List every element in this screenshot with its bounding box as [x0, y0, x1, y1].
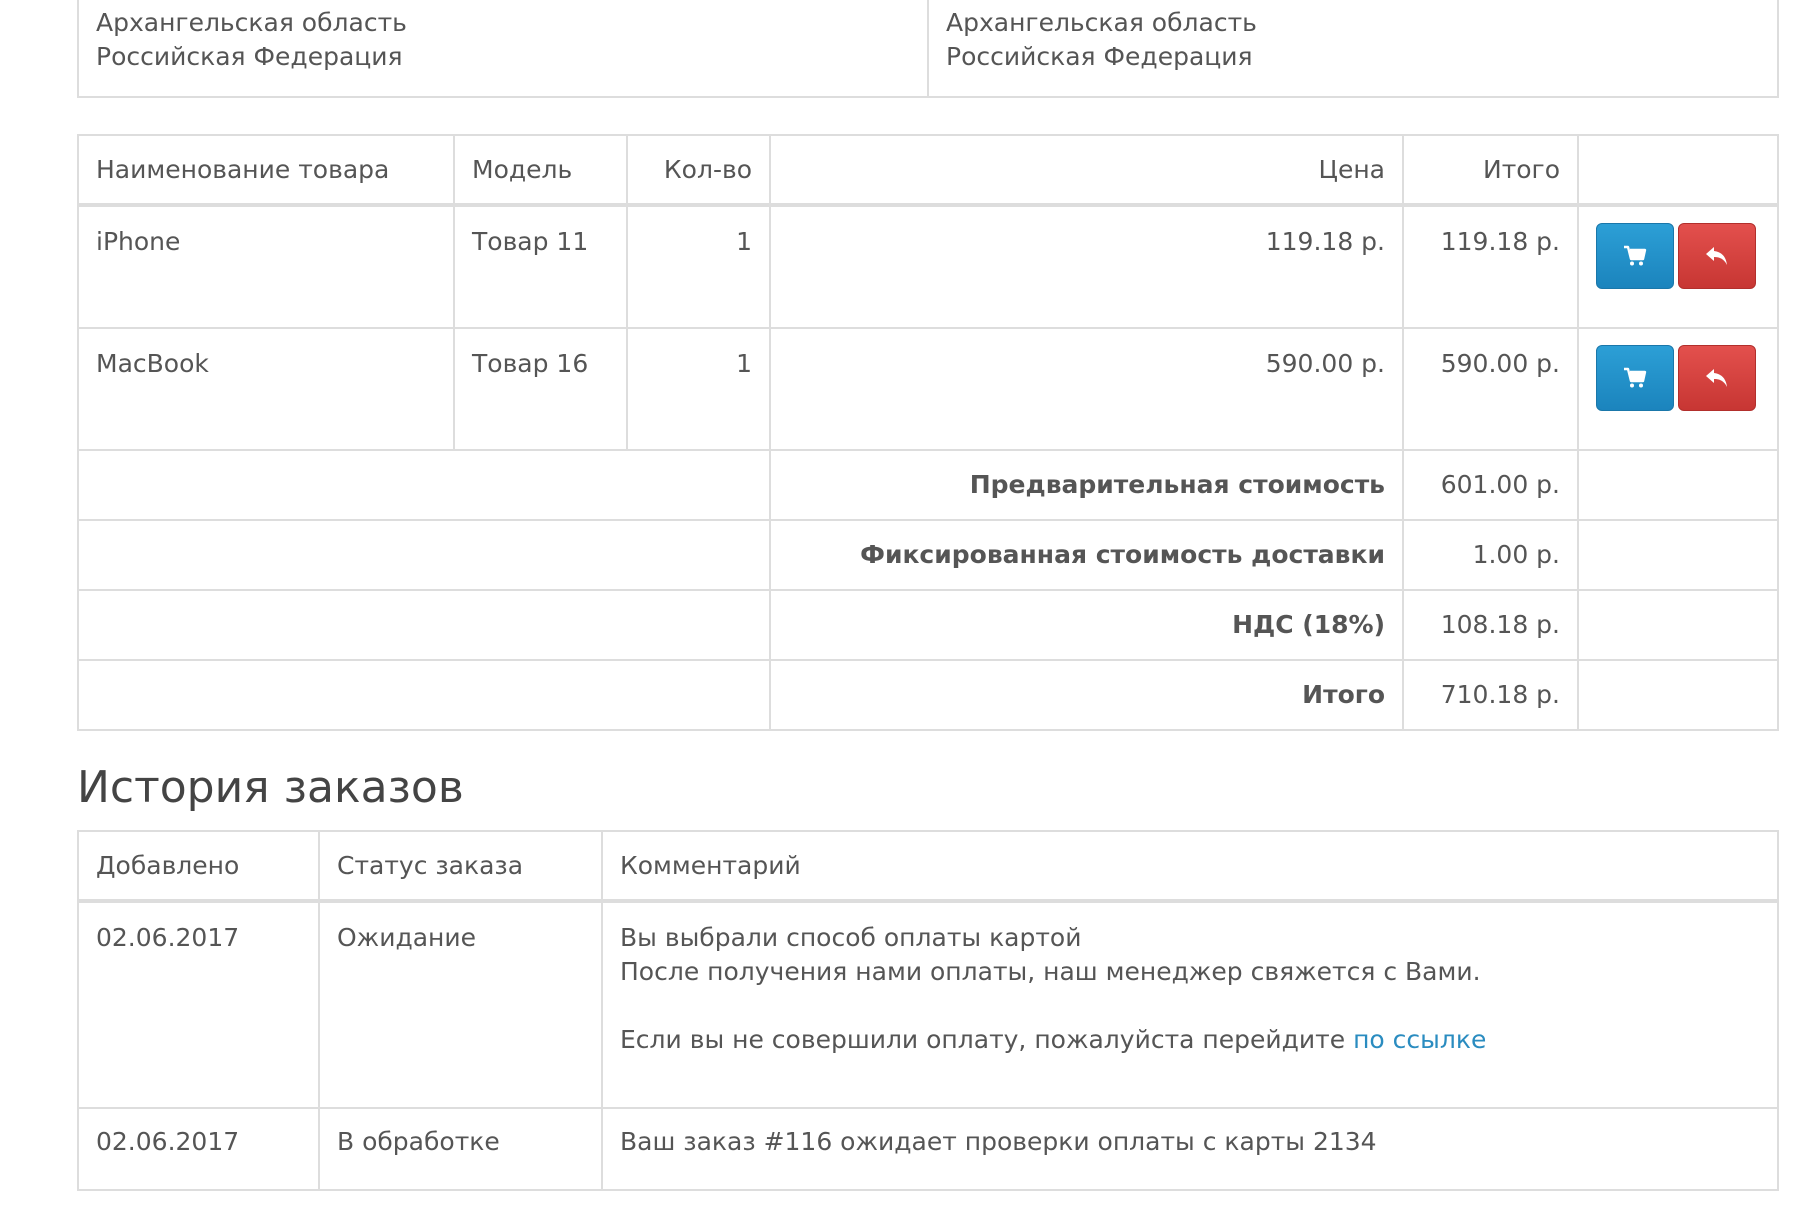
- history-date: 02.06.2017: [78, 901, 319, 1108]
- reply-icon: [1704, 367, 1730, 389]
- history-comment: [602, 901, 1778, 1108]
- header-quantity: Кол-во: [627, 135, 770, 205]
- product-row: [78, 328, 1778, 450]
- product-price: 119.18 р.: [770, 205, 1403, 328]
- shopping-cart-icon: [1623, 367, 1647, 389]
- product-total: 119.18 р.: [1403, 205, 1578, 328]
- payment-country: Российская Федерация: [96, 42, 403, 71]
- totals-label-subtotal: Предварительная стоимость: [770, 450, 1403, 520]
- totals-value-subtotal: 601.00 р.: [1403, 450, 1578, 520]
- payment-link[interactable]: по ссылке: [1353, 1025, 1487, 1054]
- reorder-button[interactable]: [1596, 345, 1674, 411]
- shipping-country: Российская Федерация: [946, 42, 1253, 71]
- header-order-status: Статус заказа: [319, 831, 602, 901]
- shipping-region: Архангельская область: [946, 8, 1257, 37]
- totals-row: [78, 590, 1778, 660]
- history-status: Ожидание: [319, 901, 602, 1108]
- history-comment: Ваш заказ #116 ожидает проверки оплаты с карты 2134: [602, 1108, 1778, 1190]
- totals-row: [78, 660, 1778, 730]
- comment-line: После получения нами оплаты, наш менеджер свяжется с Вами.: [620, 957, 1481, 986]
- products-table: [77, 134, 1779, 731]
- product-total: 590.00 р.: [1403, 328, 1578, 450]
- product-quantity: 1: [627, 328, 770, 450]
- product-price: 590.00 р.: [770, 328, 1403, 450]
- header-price: Цена: [770, 135, 1403, 205]
- totals-row: [78, 450, 1778, 520]
- reply-icon: [1704, 245, 1730, 267]
- order-history-table: [77, 830, 1779, 1191]
- product-quantity: 1: [627, 205, 770, 328]
- header-product-name: Наименование товара: [78, 135, 454, 205]
- comment-line: [620, 1023, 1760, 1057]
- history-status: В обработке: [319, 1108, 602, 1190]
- product-model: Товар 16: [454, 328, 627, 450]
- totals-value-tax: 108.18 р.: [1403, 590, 1578, 660]
- product-row: [78, 205, 1778, 328]
- history-date: 02.06.2017: [78, 1108, 319, 1190]
- address-table: [77, 0, 1779, 98]
- product-model: Товар 11: [454, 205, 627, 328]
- payment-address: [78, 0, 928, 97]
- totals-label-total: Итого: [770, 660, 1403, 730]
- comment-text: Если вы не совершили оплату, пожалуйста перейдите: [620, 1025, 1346, 1054]
- product-name: iPhone: [78, 205, 454, 328]
- shipping-address: [928, 0, 1778, 97]
- totals-row: [78, 520, 1778, 590]
- product-actions: [1578, 328, 1778, 450]
- shopping-cart-icon: [1623, 245, 1647, 267]
- return-button[interactable]: [1678, 345, 1756, 411]
- payment-region: Архангельская область: [96, 8, 407, 37]
- header-actions: [1578, 135, 1778, 205]
- header-total: Итого: [1403, 135, 1578, 205]
- comment-line: Вы выбрали способ оплаты картой: [620, 923, 1082, 952]
- reorder-button[interactable]: [1596, 223, 1674, 289]
- header-comment: Комментарий: [602, 831, 1778, 901]
- return-button[interactable]: [1678, 223, 1756, 289]
- header-date-added: Добавлено: [78, 831, 319, 901]
- totals-label-tax: НДС (18%): [770, 590, 1403, 660]
- history-row: [78, 1108, 1778, 1190]
- history-row: [78, 901, 1778, 1108]
- totals-label-shipping: Фиксированная стоимость доставки: [770, 520, 1403, 590]
- product-actions: [1578, 205, 1778, 328]
- product-name: MacBook: [78, 328, 454, 450]
- totals-value-shipping: 1.00 р.: [1403, 520, 1578, 590]
- totals-value-total: 710.18 р.: [1403, 660, 1578, 730]
- header-model: Модель: [454, 135, 627, 205]
- order-history-title: История заказов: [77, 762, 464, 813]
